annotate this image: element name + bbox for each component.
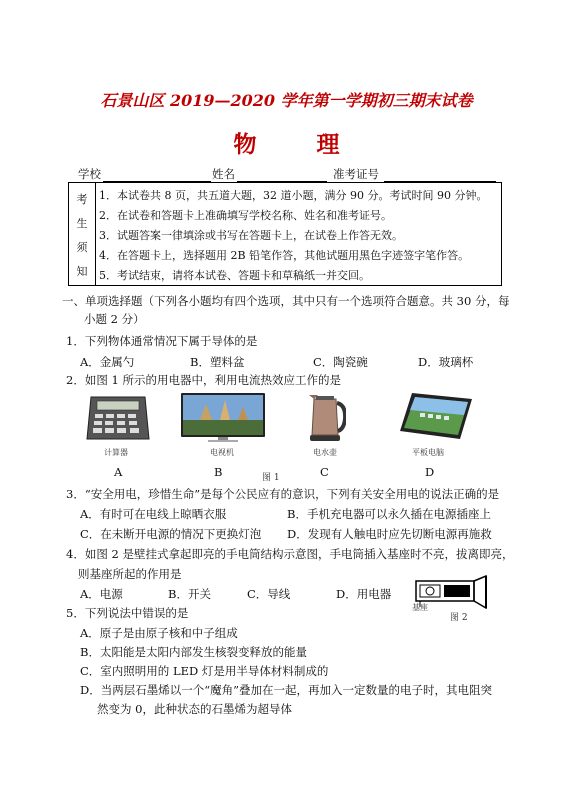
q5-option-d[interactable]: D．当两层石墨烯以一个“魔角”叠加在一起，再加入一定数量的电子时，其电阻突: [80, 683, 492, 697]
caption-tv: 电视机: [210, 448, 234, 457]
q5-option-c[interactable]: C．室内照明用的 LED 灯是用半导体材料制成的: [80, 664, 329, 678]
q3-option-c[interactable]: C．在未断开电源的情况下更换灯泡: [80, 527, 262, 541]
subject-title: 物 理: [233, 131, 366, 158]
question-4-stem: 4．如图 2 是壁挂式拿起即亮的手电筒结构示意图，手电筒插入基座时不亮，拔离即亮，: [66, 547, 514, 561]
q1-option-d[interactable]: D．玻璃杯: [418, 355, 474, 369]
q1-option-b[interactable]: B．塑料盆: [190, 355, 245, 369]
television-icon: [180, 392, 266, 444]
exam-notice-box: [68, 182, 502, 286]
section-heading: 一、单项选择题（下列各小题均有四个选项，其中只有一个选项符合题意。共 30 分，每: [62, 294, 510, 308]
calculator-icon: [85, 393, 151, 443]
q2-option-c[interactable]: C: [320, 465, 329, 479]
notice-line: 5．考试结束，请将本试卷、答题卡和草稿纸一并交回。: [99, 269, 370, 282]
q4-option-b[interactable]: B．开关: [168, 587, 211, 601]
question-3-stem: 3．“安全用电，珍惜生命”是每个公民应有的意识，下列有关安全用电的说法正确的是: [66, 487, 500, 501]
q2-option-d[interactable]: D: [425, 465, 435, 479]
q3-option-a[interactable]: A．有时可在电线上晾晒衣服: [80, 507, 227, 521]
exam-title: 石景山区 2019—2020 学年第一学期初三期末试卷: [100, 91, 473, 110]
notice-head-char: 知: [76, 265, 88, 278]
q4-option-a[interactable]: A．电源: [80, 587, 123, 601]
notice-head-char: 须: [76, 241, 88, 254]
q1-option-a[interactable]: A．金属勺: [80, 355, 135, 369]
notice-head-char: 生: [76, 217, 88, 230]
caption-tablet: 平板电脑: [412, 448, 444, 457]
tablet-icon: [398, 391, 474, 441]
caption-calculator: 计算器: [104, 448, 128, 457]
q3-option-d[interactable]: D．发现有人触电时应先切断电源再施救: [287, 527, 492, 541]
school-label: 学校: [78, 167, 101, 181]
question-1-stem: 1．下列物体通常情况下属于导体的是: [66, 334, 258, 348]
q1-option-c[interactable]: C．陶瓷碗: [313, 355, 368, 369]
q5-option-b[interactable]: B．太阳能是太阳内部发生核裂变释放的能量: [80, 645, 307, 659]
notice-line: 4．在答题卡上，选择题用 2B 铅笔作答，其他试题用黑色字迹签字笔作答。: [99, 249, 470, 262]
q5-option-a[interactable]: A．原子是由原子核和中子组成: [80, 626, 238, 640]
figure-2-label: 图 2: [450, 613, 468, 623]
section-heading-cont: 小题 2 分）: [84, 312, 145, 326]
q4-option-d[interactable]: D．用电器: [336, 587, 392, 601]
notice-line: 3．试题答案一律填涂或书写在答题卡上，在试卷上作答无效。: [99, 229, 403, 242]
q5-option-d-cont: 然变为 0，此种状态的石墨烯为超导体: [97, 702, 292, 716]
q2-option-a[interactable]: A: [114, 465, 123, 479]
question-5-stem: 5．下列说法中错误的是: [66, 606, 189, 620]
notice-line: 1．本试卷共 8 页，共五道大题，32 道小题，满分 90 分。考试时间 90 分钟。: [99, 189, 488, 202]
notice-line: 2．在试卷和答题卡上准确填写学校名称、姓名和准考证号。: [99, 209, 392, 222]
q4-option-c[interactable]: C．导线: [247, 587, 291, 601]
name-label: 姓名: [212, 167, 235, 181]
notice-head: [69, 183, 96, 285]
q3-option-b[interactable]: B．手机充电器可以永久插在电源插座上: [287, 507, 491, 521]
exam-number-label: 准考证号: [333, 167, 379, 181]
figure-1-label: 图 1: [262, 473, 280, 483]
caption-kettle: 电水壶: [313, 448, 337, 457]
base-label: 基座: [412, 603, 428, 612]
question-4-stem-cont: 则基座所起的作用是: [78, 567, 182, 581]
notice-head-char: 考: [76, 193, 88, 206]
electric-kettle-icon: [306, 391, 346, 443]
question-2-stem: 2．如图 1 所示的用电器中，利用电流热效应工作的是: [66, 373, 341, 387]
q2-option-b[interactable]: B: [214, 465, 223, 479]
